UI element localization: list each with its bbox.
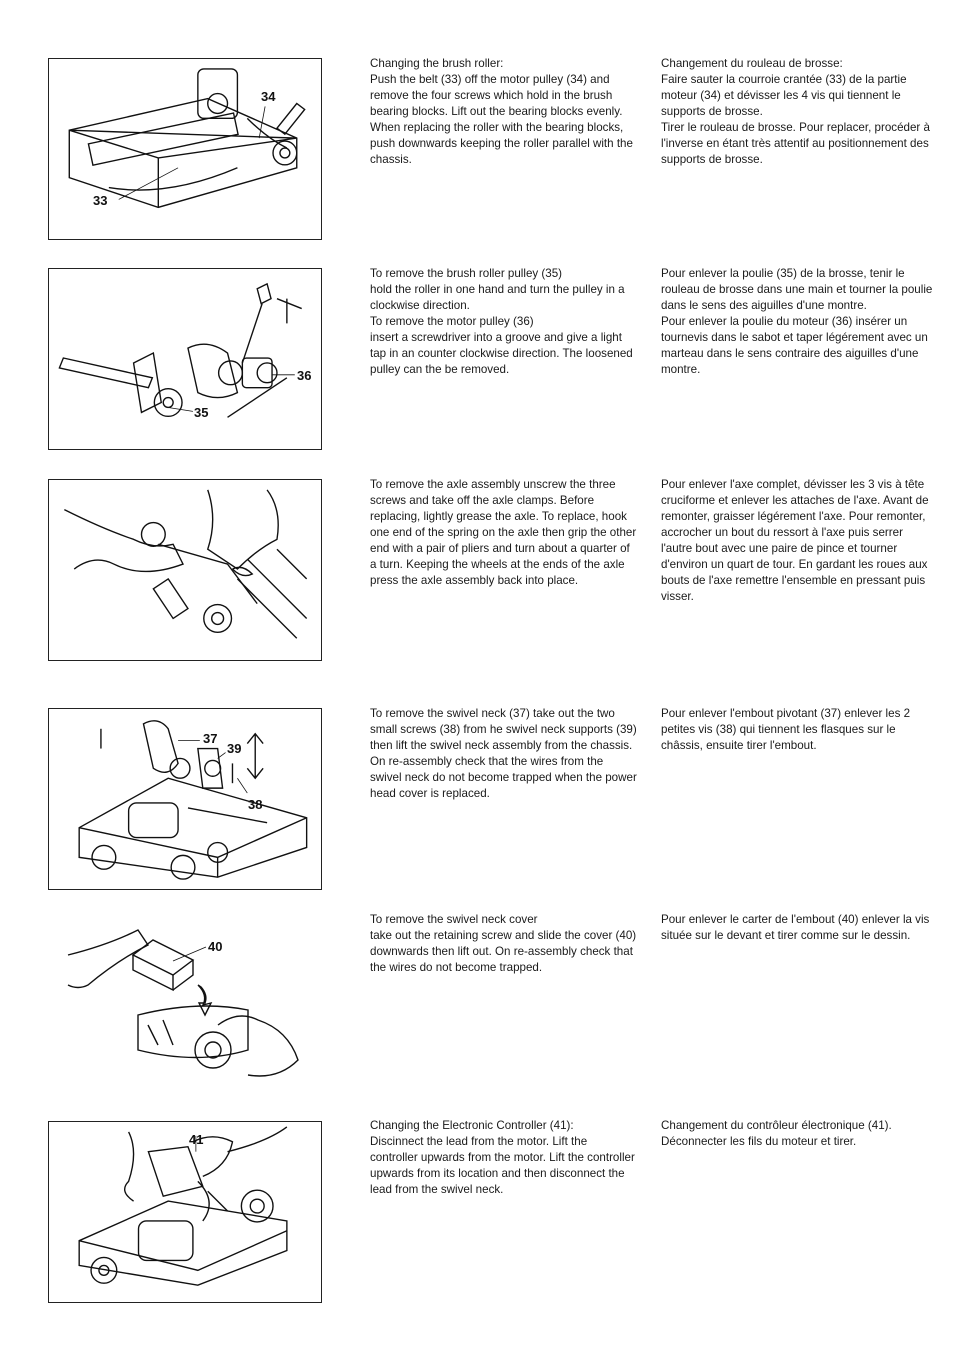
section-4-english-text: To remove the swivel neck (37) take out the two small screws (38) from he swivel neck supports (39) then lift the swivel neck assembly from the chassis. On re-assembly check that the wires from the swivel neck do not become trapped when the power head cover is replaced. — [370, 707, 637, 800]
callout-36: 36 — [297, 368, 312, 383]
swivel-neck-illustration — [49, 709, 321, 889]
swivel-neck-cover-illustration — [48, 915, 322, 1097]
section-2-english-text: To remove the brush roller pulley (35) hold the roller in one hand and turn the pulley in a clockwise direction. To remove the motor pulley (36) insert a screwdriver into a groove and give a light tap in an counter clockwise direction. The loosened pulley can the be removed. — [370, 267, 633, 376]
figure-swivel-neck-cover — [48, 915, 322, 1097]
electronic-controller-illustration — [49, 1122, 321, 1302]
figure-roller-pulley — [48, 268, 322, 450]
callout-34: 34 — [261, 89, 276, 104]
section-6-french-text: Changement du contrôleur électronique (41). Déconnecter les fils du moteur et tirer. — [661, 1119, 892, 1148]
figure-electronic-controller — [48, 1121, 322, 1303]
section-2-french-text: Pour enlever la poulie (35) de la brosse, tenir le rouleau de brosse dans une main et tourner la poulie dans le sens des aiguilles d'une montre. Pour enlever la poulie du moteur (36) insérer un tournevis dans le sabot et taper légérement avec un marteau dans le sens contraire des aiguilles d'une montre. — [661, 267, 933, 376]
section-3-french-text: Pour enlever l'axe complet, dévisser les 3 vis à tête cruciforme et enlever les attaches de l'axe. Avant de remonter, graisser légérement l'axe. Pour remonter, accrocher un bout du ressort à l'axe puis serrer l'autre bout avec une paire de pince et tourner d'environ un quart de tour. En gardant les roues aux bouts de l'axe remettre l'ensemble en pressant puis visser. — [661, 478, 929, 603]
callout-35: 35 — [194, 405, 209, 420]
figure-swivel-neck — [48, 708, 322, 890]
section-5-english-text: To remove the swivel neck cover take out the retaining screw and slide the cover (40) downwards then lift out. On re-assembly check that the wires do not become trapped. — [370, 913, 637, 974]
callout-40: 40 — [208, 939, 223, 954]
brush-roller-illustration — [49, 59, 321, 239]
figure-axle-assembly — [48, 479, 322, 661]
section-1-french-text: Changement du rouleau de brosse: Faire sauter la courroie crantée (33) de la partie moteur (34) et dévisser les 4 vis qui tiennent le supports de brosse. Tirer le rouleau de brosse. Pour replacer, procéder à l'inverse en étant très attentif au positionnement des supports de brosse. — [661, 57, 930, 166]
section-6-english-text: Changing the Electronic Controller (41): Discinnect the lead from the motor. Lift the controller upwards from the motor. Lift the controller upwards from its location and then disconnect the lead from the swivel neck. — [370, 1119, 635, 1196]
roller-pulley-illustration — [49, 269, 321, 449]
callout-41: 41 — [189, 1132, 204, 1147]
figure-brush-roller — [48, 58, 322, 240]
section-3-english-text: To remove the axle assembly unscrew the three screws and take off the axle clamps. Before replacing, lightly grease the axle. To replace, hook one end of the spring on the axle then grip the other end with a pair of pliers and turn about a quarter of a turn. Keeping the wheels at the ends of the axle press the axle assembly back into place. — [370, 478, 637, 587]
callout-39: 39 — [227, 741, 242, 756]
callout-37: 37 — [203, 731, 218, 746]
axle-assembly-illustration — [49, 480, 321, 660]
section-4-french-text: Pour enlever l'embout pivotant (37) enlever les 2 petites vis (38) qui tiennent les flasques sur le châssis, ensuite tirer l'embout. — [661, 707, 911, 752]
callout-38: 38 — [248, 797, 263, 812]
section-1-english-text: Changing the brush roller: Push the belt (33) off the motor pulley (34) and remove the four screws which hold in the brush bearing blocks. Lift out the bearing blocks evenly. When replacing the roller with the bearing blocks, push downwards keeping the roller parallel with the chassis. — [370, 57, 633, 166]
callout-33: 33 — [93, 193, 108, 208]
section-5-french-text: Pour enlever le carter de l'embout (40) enlever la vis située sur le devant et tirer comme sur le dessin. — [661, 913, 930, 942]
